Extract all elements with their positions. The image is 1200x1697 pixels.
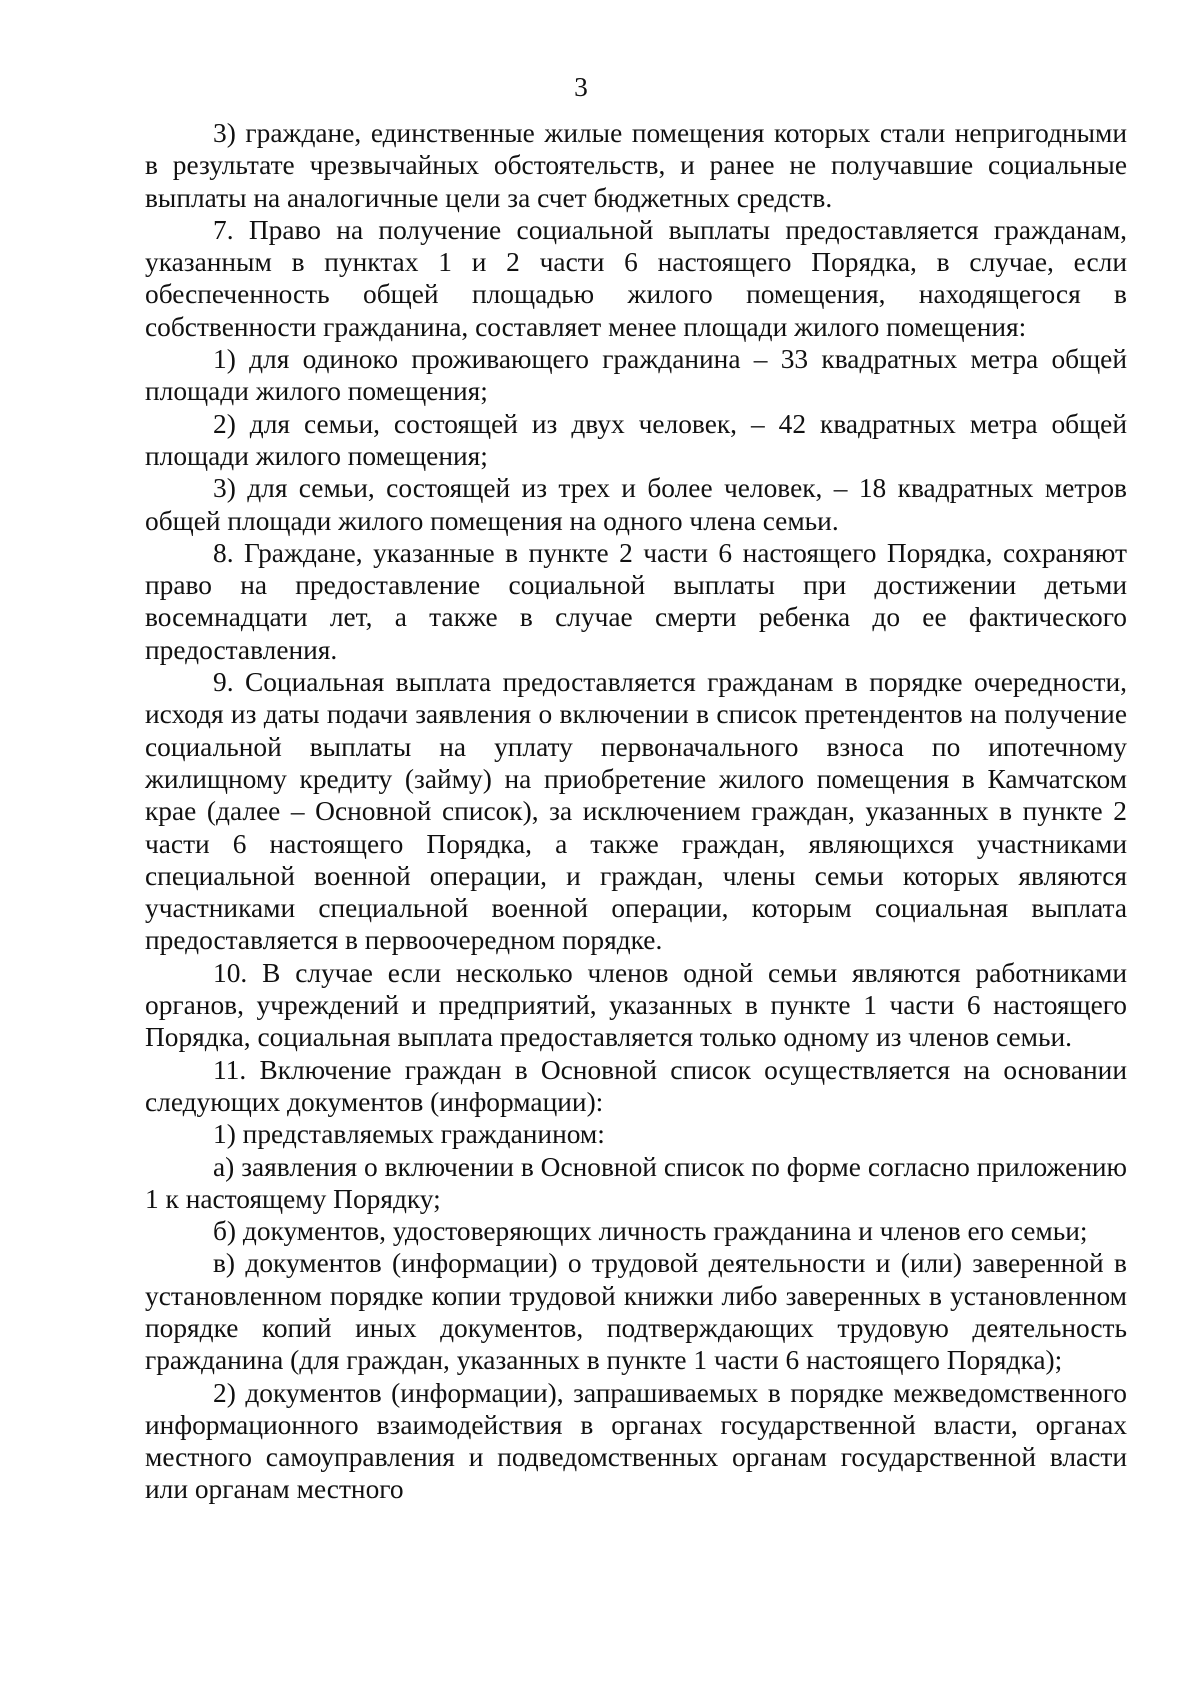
paragraph-11-1-a-application: а) заявления о включении в Основной список по форме согласно приложению 1 к настоящему Порядку; xyxy=(145,1151,1127,1214)
paragraph-7-3-family-of-three: 3) для семьи, состоящей из трех и более человек, – 18 квадратных метров общей площади жилого помещения на одного члена семьи. xyxy=(145,473,1127,536)
paragraph-3-unfit-housing: 3) граждане, единственные жилые помещения которых стали непригодными в результате чрезвычайных обстоятельств, и ранее не получавшие социальные выплаты на аналогичные цели за счет бюджетных средств. xyxy=(145,118,1127,213)
document-body xyxy=(145,117,1127,1506)
page-number: 3 xyxy=(574,72,588,102)
paragraph-11-1-b-identity-documents: б) документов, удостоверяющих личность гражданина и членов его семьи; xyxy=(213,1216,1088,1247)
paragraph-8-retained-right: 8. Граждане, указанные в пункте 2 части 6 настоящего Порядка, сохраняют право на предоставление социальной выплаты при достижении детьми восемнадцати лет, а также в случае смерти ребенка до ее фактического предоставления. xyxy=(145,537,1127,665)
paragraph-11-1-c-work-documents: в) документов (информации) о трудовой деятельности и (или) заверенной в установленном порядке копии трудовой книжки либо заверенных в установленном порядке копий иных документов, подтверждающих трудовую деятельность гражданина (для граждан, указанных в пункте 1 части 6 настоящего Порядка); xyxy=(145,1248,1127,1376)
paragraph-11-inclusion-documents: 11. Включение граждан в Основной список осуществляется на основании следующих документов (информации): xyxy=(145,1054,1127,1117)
paragraph-9-order-of-priority: 9. Социальная выплата предоставляется гражданам в порядке очередности, исходя из даты подачи заявления о включении в список претендентов на получение социальной выплаты на уплату первоначального взноса по ипотечному жилищному кредиту (займу) на приобретение жилого помещения в Камчатском крае (далее – Основной список), за исключением граждан, указанных в пункте 2 части 6 настоящего Порядка, а также граждан, являющихся участниками специальной военной операции, и граждан, члены семьи которых являются участниками специальной военной операции, которым социальная выплата предоставляется в первоочередном порядке. xyxy=(145,667,1127,956)
paragraph-7-2-family-of-two: 2) для семьи, состоящей из двух человек, – 42 квадратных метра общей площади жилого помещения; xyxy=(145,408,1127,471)
paragraph-7-right-to-payment: 7. Право на получение социальной выплаты предоставляется гражданам, указанным в пунктах 1 и 2 части 6 настоящего Порядка, в случае, если обеспеченность общей площадью жилого помещения, находящегося в собственности гражданина, составляет менее площади жилого помещения: xyxy=(145,214,1127,342)
paragraph-11-2-interagency-documents: 2) документов (информации), запрашиваемых в порядке межведомственного информационного взаимодействия в органах государственной власти, органах местного самоуправления и подведомственных органам государственной власти или органам местного xyxy=(145,1377,1127,1505)
paragraph-10-family-members: 10. В случае если несколько членов одной семьи являются работниками органов, учреждений и предприятий, указанных в пункте 1 части 6 настоящего Порядка, социальная выплата предоставляется только одному из членов семьи. xyxy=(145,957,1127,1053)
paragraph-7-1-single-citizen: 1) для одиноко проживающего гражданина – 33 квадратных метра общей площади жилого помещения; xyxy=(145,344,1127,407)
paragraph-11-1-provided-by-citizen: 1) представляемых гражданином: xyxy=(213,1119,605,1150)
